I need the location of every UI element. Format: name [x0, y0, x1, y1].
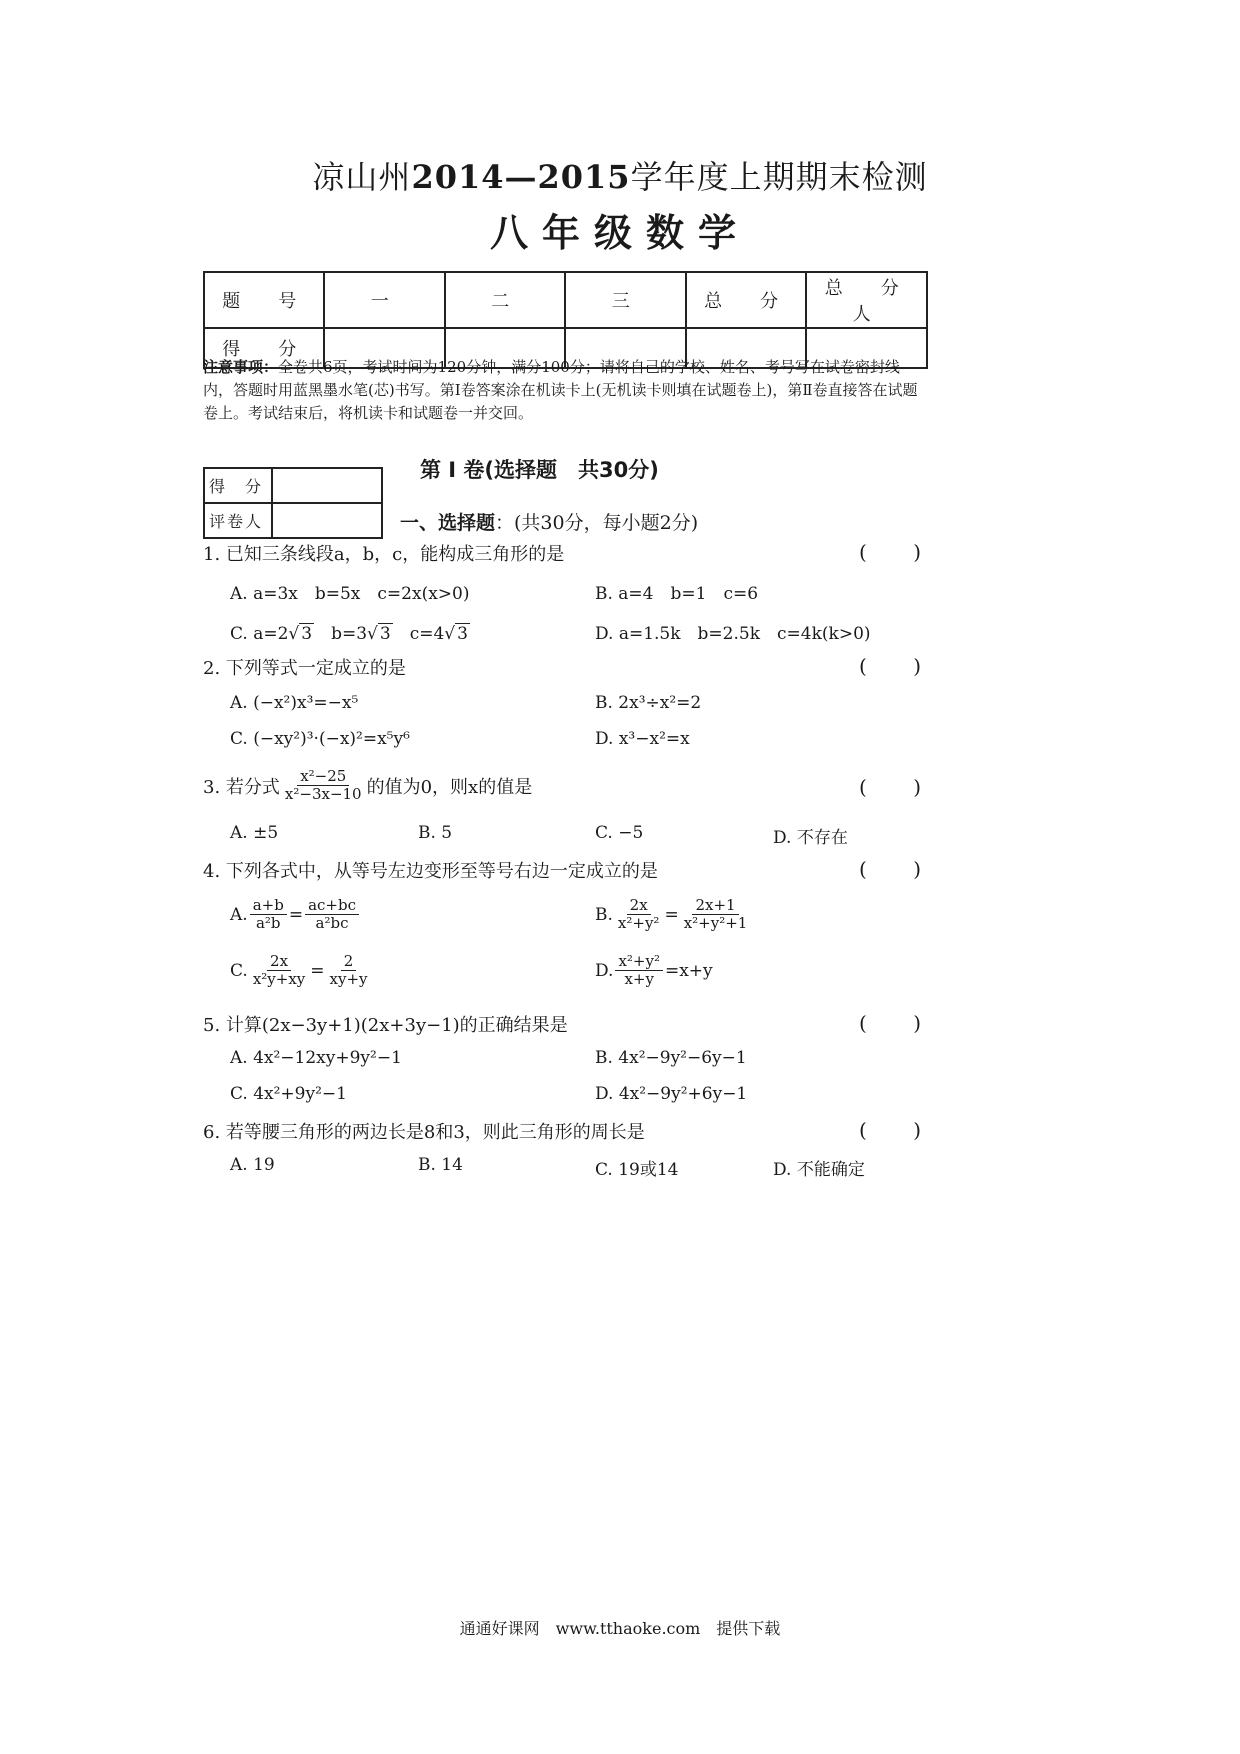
paren-close: ): [913, 775, 921, 799]
answer-paren-2[interactable]: [859, 654, 921, 678]
paren-close: ): [913, 857, 921, 881]
score-table-header-row: [204, 272, 927, 328]
q2-option-b[interactable]: B. 2x³÷x²=2: [595, 693, 702, 713]
denominator: a²bc: [315, 914, 349, 932]
q3-fraction: [282, 768, 365, 803]
grader-name-label: 评卷人: [204, 503, 272, 538]
q5-option-b[interactable]: B. 4x²−9y²−6y−1: [595, 1048, 747, 1068]
numerator: x²+y²: [615, 953, 663, 971]
footer-credit: 通通好课网 www.tthaoke.com 提供下载: [459, 1619, 781, 1638]
answer-paren-5[interactable]: [859, 1011, 921, 1035]
q1c-radicand-2: 3: [379, 624, 391, 644]
q5-option-a[interactable]: A. 4x²−12xy+9y²−1: [230, 1048, 402, 1068]
q4a-label: A.: [230, 904, 248, 925]
denominator: x²+y²+1: [683, 914, 748, 932]
q4a-frac-left: [250, 897, 287, 932]
section-sub-rest: ：(共30分，每小题2分): [495, 512, 699, 534]
q4b-frac-left: [615, 897, 663, 932]
score-cell: 三: [565, 272, 685, 328]
q1c-mid-2: c=4: [392, 624, 445, 644]
answer-paren-6[interactable]: [859, 1118, 921, 1142]
question-5-stem: 5. 计算(2x−3y+1)(2x+3y−1)的正确结果是: [203, 1015, 568, 1036]
equals-sign: =: [288, 904, 304, 925]
q4d-label: D.: [595, 960, 614, 981]
q4-option-a[interactable]: [230, 897, 361, 932]
notice: [203, 356, 928, 425]
q3-option-a[interactable]: A. ±5: [230, 823, 279, 843]
answer-paren-4[interactable]: [859, 857, 921, 881]
numerator: 2x+1: [692, 897, 738, 915]
q4-option-c[interactable]: [230, 953, 373, 988]
paren-open: (: [859, 1118, 867, 1142]
notice-text: 全卷共6页，考试时间为120分钟，满分100分；请将自己的学校、姓名、考号写在试卷密封线内，答题时用蓝黑墨水笔(芯)书写。第Ⅰ卷答案涂在机读卡上(无机读卡则填在试题卷上)，第Ⅱ卷直接答在试题卷上。考试结束后，将机读卡和试题卷一并交回。: [203, 358, 918, 422]
numerator: 2x: [267, 953, 291, 971]
q1-option-d[interactable]: D. a=1.5k b=2.5k c=4k(k>0): [595, 624, 871, 644]
denominator: a²b: [255, 914, 281, 932]
q1c-pre: C. a=2: [230, 624, 289, 644]
score-cell: 总 分: [686, 272, 806, 328]
q4c-frac-right: [327, 953, 371, 988]
denominator: x+y: [624, 970, 654, 988]
section-title: 第 Ⅰ 卷(选择题 共30分): [420, 458, 659, 482]
q1c-mid-1: b=3: [314, 624, 368, 644]
question-4-stem: 4. 下列各式中，从等号左边变形至等号右边一定成立的是: [203, 861, 658, 882]
exam-title: [0, 152, 1240, 198]
paren-open: (: [859, 1011, 867, 1035]
score-cell: 二: [445, 272, 565, 328]
q4b-label: B.: [595, 904, 613, 925]
grader-score-label: 得 分: [204, 468, 272, 503]
denominator: x²y+xy: [252, 970, 306, 988]
q5-option-d[interactable]: D. 4x²−9y²+6y−1: [595, 1084, 748, 1104]
q1-option-b[interactable]: B. a=4 b=1 c=6: [595, 584, 759, 604]
grader-box: [203, 467, 383, 539]
q1-option-c[interactable]: C. a=2√ 3 b=3√ 3 c=4√ 3: [230, 624, 468, 644]
q3-option-b[interactable]: B. 5: [418, 823, 453, 843]
q1c-radicand-3: 3: [457, 624, 468, 644]
denominator: x²+y²: [617, 914, 660, 932]
q3-option-d[interactable]: D. 不存在: [773, 828, 848, 848]
q3-numerator: x²−25: [297, 768, 349, 786]
q4d-rest: =x+y: [664, 960, 713, 981]
numerator: 2x: [627, 897, 651, 915]
exam-subtitle: 八年级数学: [489, 210, 750, 255]
question-6-stem: 6. 若等腰三角形的两边长是8和3，则此三角形的周长是: [203, 1122, 645, 1143]
grader-score-blank[interactable]: [272, 468, 382, 503]
q4a-frac-right: [305, 897, 359, 932]
answer-paren-1[interactable]: [859, 540, 921, 564]
q6-option-c[interactable]: C. 19或14: [595, 1160, 679, 1180]
section-sub-bold: 一、选择题: [400, 512, 496, 534]
paren-close: ): [913, 1118, 921, 1142]
equals-sign: =: [664, 904, 679, 925]
q2-option-a[interactable]: A. (−x²)x³=−x⁵: [230, 693, 359, 713]
score-cell: 一: [324, 272, 444, 328]
q3-stem-post: 的值为0，则x的值是: [366, 776, 533, 798]
q6-option-a[interactable]: A. 19: [230, 1155, 275, 1175]
question-2-stem: 2. 下列等式一定成立的是: [203, 658, 406, 679]
numerator: ac+bc: [305, 897, 359, 915]
title-prefix: 凉山州: [312, 158, 412, 196]
score-cell: 题 号: [204, 272, 324, 328]
paren-open: (: [859, 540, 867, 564]
q1c-radicand-1: 3: [301, 624, 313, 644]
q1-option-a[interactable]: A. a=3x b=5x c=2x(x>0): [230, 584, 470, 604]
q4d-frac: [615, 953, 663, 988]
q2-option-c[interactable]: C. (−xy²)³·(−x)²=x⁵y⁶: [230, 729, 410, 749]
question-1-stem: 1. 已知三条线段a，b，c，能构成三角形的是: [203, 544, 565, 565]
denominator: xy+y: [329, 970, 368, 988]
q2-option-d[interactable]: D. x³−x²=x: [595, 729, 690, 749]
notice-lead: 注意事项：: [203, 358, 279, 376]
numerator: 2: [341, 953, 357, 971]
q4-option-d[interactable]: [595, 953, 713, 988]
grader-name-blank[interactable]: [272, 503, 382, 538]
score-table: [203, 271, 937, 369]
score-cell: 总 分 人: [806, 272, 927, 328]
section-subtitle: [400, 508, 698, 535]
paren-open: (: [859, 857, 867, 881]
paren-open: (: [859, 775, 867, 799]
q4b-frac-right: [681, 897, 751, 932]
q3-option-c[interactable]: C. −5: [595, 823, 644, 843]
title-suffix: 学年度上期期末检测: [630, 158, 928, 196]
q4c-frac-left: [250, 953, 308, 988]
numerator: a+b: [250, 897, 287, 915]
q4-option-b[interactable]: [595, 897, 752, 932]
q4c-label: C.: [230, 960, 248, 981]
q6-option-d[interactable]: D. 不能确定: [773, 1160, 865, 1180]
paren-close: ): [913, 540, 921, 564]
title-years: 2014—2015: [411, 158, 631, 196]
score-row-label: 得 分: [204, 328, 324, 368]
paren-close: ): [913, 1011, 921, 1035]
answer-paren-3[interactable]: [859, 775, 921, 799]
q6-option-b[interactable]: B. 14: [418, 1155, 463, 1175]
question-3-stem: [203, 768, 532, 803]
q3-denominator: x²−3x−10: [284, 785, 362, 803]
q5-option-c[interactable]: C. 4x²+9y²−1: [230, 1084, 347, 1104]
q3-stem-pre: 3. 若分式: [203, 776, 280, 798]
equals-sign: =: [310, 960, 325, 981]
paren-close: ): [913, 654, 921, 678]
paren-open: (: [859, 654, 867, 678]
